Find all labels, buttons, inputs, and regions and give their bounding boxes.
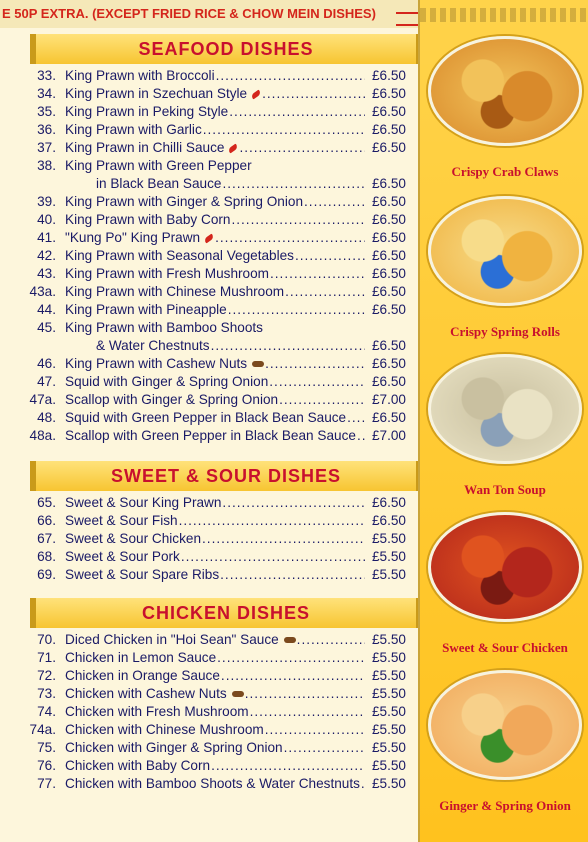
menu-item bbox=[28, 373, 406, 391]
item-price: £5.50 bbox=[371, 704, 406, 719]
menu-item bbox=[28, 211, 406, 229]
item-number: 76. bbox=[37, 758, 56, 773]
dish-card-wan-ton-soup bbox=[420, 354, 588, 498]
menu-item bbox=[28, 631, 406, 649]
crab-claws-photo bbox=[428, 36, 582, 146]
chicken-menu-list bbox=[28, 631, 406, 793]
item-number: 43. bbox=[37, 266, 56, 281]
item-name: Chicken with Ginger & Spring Onion bbox=[65, 740, 283, 755]
nut-icon bbox=[232, 691, 244, 697]
item-name: "Kung Po" King Prawn bbox=[65, 230, 201, 245]
sweet-sour-menu-list bbox=[28, 494, 406, 584]
menu-item bbox=[28, 283, 406, 301]
item-number: 36. bbox=[37, 122, 56, 137]
chili-icon bbox=[251, 89, 262, 99]
item-name-wrap bbox=[56, 355, 264, 373]
menu-item bbox=[28, 103, 406, 121]
dish-caption: Crispy Crab Claws bbox=[451, 164, 559, 179]
item-price: £5.50 bbox=[371, 531, 406, 546]
item-number: 47. bbox=[37, 374, 56, 389]
item-price: £5.50 bbox=[371, 650, 406, 665]
item-name: & Water Chestnuts bbox=[96, 338, 210, 353]
item-name: King Prawn with Fresh Mushroom bbox=[65, 266, 269, 281]
dot-leader bbox=[202, 530, 365, 548]
dot-leader bbox=[231, 211, 365, 229]
item-price: £5.50 bbox=[371, 567, 406, 582]
dot-leader bbox=[262, 85, 365, 103]
section-title-seafood: SEAFOOD DISHES bbox=[30, 34, 422, 64]
item-price: £6.50 bbox=[371, 302, 406, 317]
menu-item bbox=[28, 703, 406, 721]
dot-leader bbox=[245, 685, 365, 703]
item-name-wrap bbox=[56, 139, 238, 157]
chili-icon bbox=[204, 233, 215, 243]
item-name-wrap bbox=[56, 373, 268, 391]
dot-leader bbox=[304, 193, 365, 211]
dot-leader bbox=[211, 337, 365, 355]
nut-icon bbox=[284, 637, 296, 643]
section-title-chicken: CHICKEN DISHES bbox=[30, 598, 422, 628]
menu-item bbox=[28, 139, 406, 157]
wan-ton-soup-photo bbox=[428, 354, 582, 464]
dot-leader bbox=[295, 247, 365, 265]
ginger-spring-onion-photo bbox=[428, 670, 582, 780]
item-name-wrap bbox=[56, 193, 303, 211]
item-number: 41. bbox=[37, 230, 56, 245]
item-name: King Prawn with Seasonal Vegetables bbox=[65, 248, 294, 263]
item-number: 65. bbox=[37, 495, 56, 510]
item-price: £6.50 bbox=[371, 374, 406, 389]
dot-leader bbox=[269, 373, 365, 391]
item-price: £5.50 bbox=[371, 668, 406, 683]
item-name: King Prawn with Broccoli bbox=[65, 68, 215, 83]
item-number: 45. bbox=[37, 320, 56, 335]
menu-item bbox=[28, 319, 406, 337]
chili-icon bbox=[228, 143, 239, 153]
dot-leader bbox=[211, 757, 365, 775]
item-name-wrap bbox=[56, 103, 228, 121]
dish-caption: Wan Ton Soup bbox=[464, 482, 546, 497]
item-number: 39. bbox=[37, 194, 56, 209]
item-number: 69. bbox=[37, 567, 56, 582]
item-name-wrap bbox=[56, 739, 283, 757]
item-price: £5.50 bbox=[371, 632, 406, 647]
item-name-wrap bbox=[56, 685, 244, 703]
item-name: King Prawn in Szechuan Style bbox=[65, 86, 248, 101]
seafood-menu-list bbox=[28, 67, 406, 445]
menu-item bbox=[28, 757, 406, 775]
dot-leader bbox=[217, 649, 365, 667]
dot-leader bbox=[222, 494, 365, 512]
dot-leader bbox=[285, 283, 365, 301]
spring-rolls-photo bbox=[428, 196, 582, 306]
item-number: 66. bbox=[37, 513, 56, 528]
item-number: 67. bbox=[37, 531, 56, 546]
item-name: Chicken with Cashew Nuts bbox=[65, 686, 227, 701]
item-number: 68. bbox=[37, 549, 56, 564]
item-number: 34. bbox=[37, 86, 56, 101]
item-name: Scallop with Green Pepper in Black Bean Sauce bbox=[65, 428, 356, 443]
item-number: 75. bbox=[37, 740, 56, 755]
dot-leader bbox=[279, 391, 365, 409]
dot-leader bbox=[181, 548, 365, 566]
item-price: £6.50 bbox=[371, 176, 406, 191]
item-number: 33. bbox=[37, 68, 56, 83]
item-number: 70. bbox=[37, 632, 56, 647]
item-name: in Black Bean Sauce bbox=[96, 176, 222, 191]
item-price: £6.50 bbox=[371, 410, 406, 425]
menu-item bbox=[28, 265, 406, 283]
item-name-wrap bbox=[56, 530, 201, 548]
menu-item bbox=[28, 427, 406, 445]
dot-leader bbox=[250, 703, 365, 721]
item-number: 48a. bbox=[29, 428, 56, 443]
item-price: £6.50 bbox=[371, 86, 406, 101]
menu-item bbox=[28, 512, 406, 530]
item-name-wrap bbox=[56, 427, 356, 445]
dot-leader bbox=[270, 265, 365, 283]
menu-item bbox=[28, 739, 406, 757]
item-name: Chicken with Fresh Mushroom bbox=[65, 704, 249, 719]
menu-item bbox=[28, 548, 406, 566]
item-price: £6.50 bbox=[371, 513, 406, 528]
menu-item bbox=[28, 649, 406, 667]
item-name: Squid with Ginger & Spring Onion bbox=[65, 374, 269, 389]
item-price: £5.50 bbox=[371, 776, 406, 791]
item-price: £5.50 bbox=[371, 549, 406, 564]
item-name: King Prawn in Peking Style bbox=[65, 104, 229, 119]
dot-leader bbox=[220, 566, 365, 584]
item-name-wrap bbox=[56, 703, 249, 721]
menu-item bbox=[28, 337, 406, 355]
item-name-wrap bbox=[56, 157, 252, 175]
item-number: 38. bbox=[37, 158, 56, 173]
item-name-wrap bbox=[56, 391, 278, 409]
dot-leader bbox=[357, 427, 365, 445]
item-price: £6.50 bbox=[371, 248, 406, 263]
item-price: £5.50 bbox=[371, 722, 406, 737]
item-number: 71. bbox=[37, 650, 56, 665]
item-name: Sweet & Sour Fish bbox=[65, 513, 178, 528]
dot-leader bbox=[215, 229, 365, 247]
dot-leader bbox=[203, 121, 365, 139]
item-number: 42. bbox=[37, 248, 56, 263]
item-name-wrap bbox=[56, 494, 221, 512]
item-name-wrap bbox=[56, 247, 294, 265]
dish-card-sweet-sour-chicken bbox=[420, 512, 588, 656]
menu-item bbox=[28, 67, 406, 85]
top-banner bbox=[0, 0, 418, 28]
dish-caption: Sweet & Sour Chicken bbox=[442, 640, 568, 655]
section-title-sweet-sour: SWEET & SOUR DISHES bbox=[30, 461, 422, 491]
item-name-wrap bbox=[56, 319, 263, 337]
item-number: 43a. bbox=[29, 284, 56, 299]
dot-leader bbox=[229, 103, 365, 121]
item-price: £6.50 bbox=[371, 230, 406, 245]
top-note: E 50P EXTRA. (EXCEPT FRIED RICE & CHOW MEIN DISHES) bbox=[2, 6, 376, 21]
item-name: King Prawn with Pineapple bbox=[65, 302, 227, 317]
item-name: King Prawn in Chilli Sauce bbox=[65, 140, 225, 155]
item-name-wrap bbox=[56, 757, 210, 775]
menu-item bbox=[28, 775, 406, 793]
menu-item bbox=[28, 409, 406, 427]
item-name: King Prawn with Baby Corn bbox=[65, 212, 231, 227]
item-price: £7.00 bbox=[371, 392, 406, 407]
menu-item bbox=[28, 685, 406, 703]
item-price: £6.50 bbox=[371, 122, 406, 137]
dot-leader bbox=[265, 355, 365, 373]
item-name-wrap bbox=[56, 283, 284, 301]
item-name-wrap bbox=[56, 211, 230, 229]
dot-leader bbox=[347, 409, 365, 427]
item-price: £6.50 bbox=[371, 140, 406, 155]
dot-leader bbox=[361, 775, 365, 793]
item-number: 35. bbox=[37, 104, 56, 119]
item-price: £6.50 bbox=[371, 495, 406, 510]
item-name: Sweet & Sour Pork bbox=[65, 549, 180, 564]
item-name: King Prawn with Ginger & Spring Onion bbox=[65, 194, 304, 209]
item-name-wrap bbox=[56, 721, 264, 739]
item-name: Chicken with Chinese Mushroom bbox=[65, 722, 264, 737]
item-name-wrap bbox=[56, 548, 180, 566]
item-name: Chicken in Orange Sauce bbox=[65, 668, 220, 683]
item-name: Diced Chicken in "Hoi Sean" Sauce bbox=[65, 632, 279, 647]
item-price: £6.50 bbox=[371, 284, 406, 299]
item-price: £6.50 bbox=[371, 212, 406, 227]
item-name: King Prawn with Garlic bbox=[65, 122, 202, 137]
menu-item bbox=[28, 355, 406, 373]
item-name-wrap bbox=[56, 175, 221, 193]
item-name-wrap bbox=[56, 301, 227, 319]
menu-item bbox=[28, 301, 406, 319]
dot-leader bbox=[221, 667, 365, 685]
menu-item bbox=[28, 667, 406, 685]
item-number: 72. bbox=[37, 668, 56, 683]
dot-leader bbox=[216, 67, 365, 85]
item-name-wrap bbox=[56, 67, 215, 85]
menu-item bbox=[28, 193, 406, 211]
menu-item bbox=[28, 157, 406, 175]
item-number: 48. bbox=[37, 410, 56, 425]
item-price: £6.50 bbox=[371, 356, 406, 371]
dish-card-crab-claws bbox=[420, 36, 588, 180]
menu-item bbox=[28, 494, 406, 512]
item-name-wrap bbox=[56, 337, 210, 355]
item-price: £5.50 bbox=[371, 740, 406, 755]
dot-leader bbox=[239, 139, 365, 157]
item-name-wrap bbox=[56, 229, 214, 247]
item-price: £6.50 bbox=[371, 104, 406, 119]
nut-icon bbox=[252, 361, 264, 367]
item-name: Scallop with Ginger & Spring Onion bbox=[65, 392, 279, 407]
item-name-wrap bbox=[56, 649, 216, 667]
menu-item bbox=[28, 229, 406, 247]
dot-leader bbox=[222, 175, 365, 193]
item-name-wrap bbox=[56, 667, 220, 685]
item-price: £5.50 bbox=[371, 758, 406, 773]
dot-leader bbox=[179, 512, 365, 530]
item-number: 37. bbox=[37, 140, 56, 155]
item-name-wrap bbox=[56, 512, 178, 530]
item-name: Sweet & Sour King Prawn bbox=[65, 495, 222, 510]
item-number: 74a. bbox=[29, 722, 56, 737]
item-name: Chicken in Lemon Sauce bbox=[65, 650, 217, 665]
item-number: 47a. bbox=[29, 392, 56, 407]
item-price: £7.00 bbox=[371, 428, 406, 443]
item-name: Chicken with Bamboo Shoots & Water Chestnuts bbox=[65, 776, 360, 791]
dot-leader bbox=[265, 721, 365, 739]
photo-sidebar bbox=[418, 0, 588, 842]
item-name: King Prawn with Chinese Mushroom bbox=[65, 284, 285, 299]
menu-item bbox=[28, 721, 406, 739]
item-name: King Prawn with Green Pepper bbox=[65, 158, 252, 173]
menu-item bbox=[28, 391, 406, 409]
menu-item bbox=[28, 85, 406, 103]
menu-item bbox=[28, 566, 406, 584]
dish-card-spring-rolls bbox=[420, 196, 588, 340]
item-name-wrap bbox=[56, 265, 269, 283]
item-name: Sweet & Sour Spare Ribs bbox=[65, 567, 220, 582]
item-price: £6.50 bbox=[371, 68, 406, 83]
item-price: £5.50 bbox=[371, 686, 406, 701]
greek-key-ornament bbox=[396, 12, 418, 26]
dish-caption: Crispy Spring Rolls bbox=[450, 324, 560, 339]
sidebar-pattern bbox=[420, 8, 588, 22]
item-name-wrap bbox=[56, 121, 202, 139]
menu-item bbox=[28, 247, 406, 265]
item-name-wrap bbox=[56, 631, 296, 649]
item-name: King Prawn with Bamboo Shoots bbox=[65, 320, 263, 335]
menu-item bbox=[28, 121, 406, 139]
item-price: £6.50 bbox=[371, 194, 406, 209]
item-number: 73. bbox=[37, 686, 56, 701]
dot-leader bbox=[297, 631, 365, 649]
item-name-wrap bbox=[56, 85, 261, 103]
item-number: 46. bbox=[37, 356, 56, 371]
item-name: Sweet & Sour Chicken bbox=[65, 531, 202, 546]
item-number: 74. bbox=[37, 704, 56, 719]
item-price: £6.50 bbox=[371, 338, 406, 353]
menu-item bbox=[28, 530, 406, 548]
item-name-wrap bbox=[56, 775, 360, 793]
dot-leader bbox=[284, 739, 365, 757]
dish-card-ginger-spring-onion bbox=[420, 670, 588, 814]
item-name-wrap bbox=[56, 409, 346, 427]
item-name: Squid with Green Pepper in Black Bean Sauce bbox=[65, 410, 347, 425]
item-number: 44. bbox=[37, 302, 56, 317]
menu-item bbox=[28, 175, 406, 193]
dish-caption: Ginger & Spring Onion bbox=[439, 798, 571, 813]
item-price: £6.50 bbox=[371, 266, 406, 281]
sweet-sour-chicken-photo bbox=[428, 512, 582, 622]
item-number: 40. bbox=[37, 212, 56, 227]
item-number: 77. bbox=[37, 776, 56, 791]
item-name: King Prawn with Cashew Nuts bbox=[65, 356, 248, 371]
item-name-wrap bbox=[56, 566, 219, 584]
dot-leader bbox=[228, 301, 365, 319]
item-name: Chicken with Baby Corn bbox=[65, 758, 211, 773]
